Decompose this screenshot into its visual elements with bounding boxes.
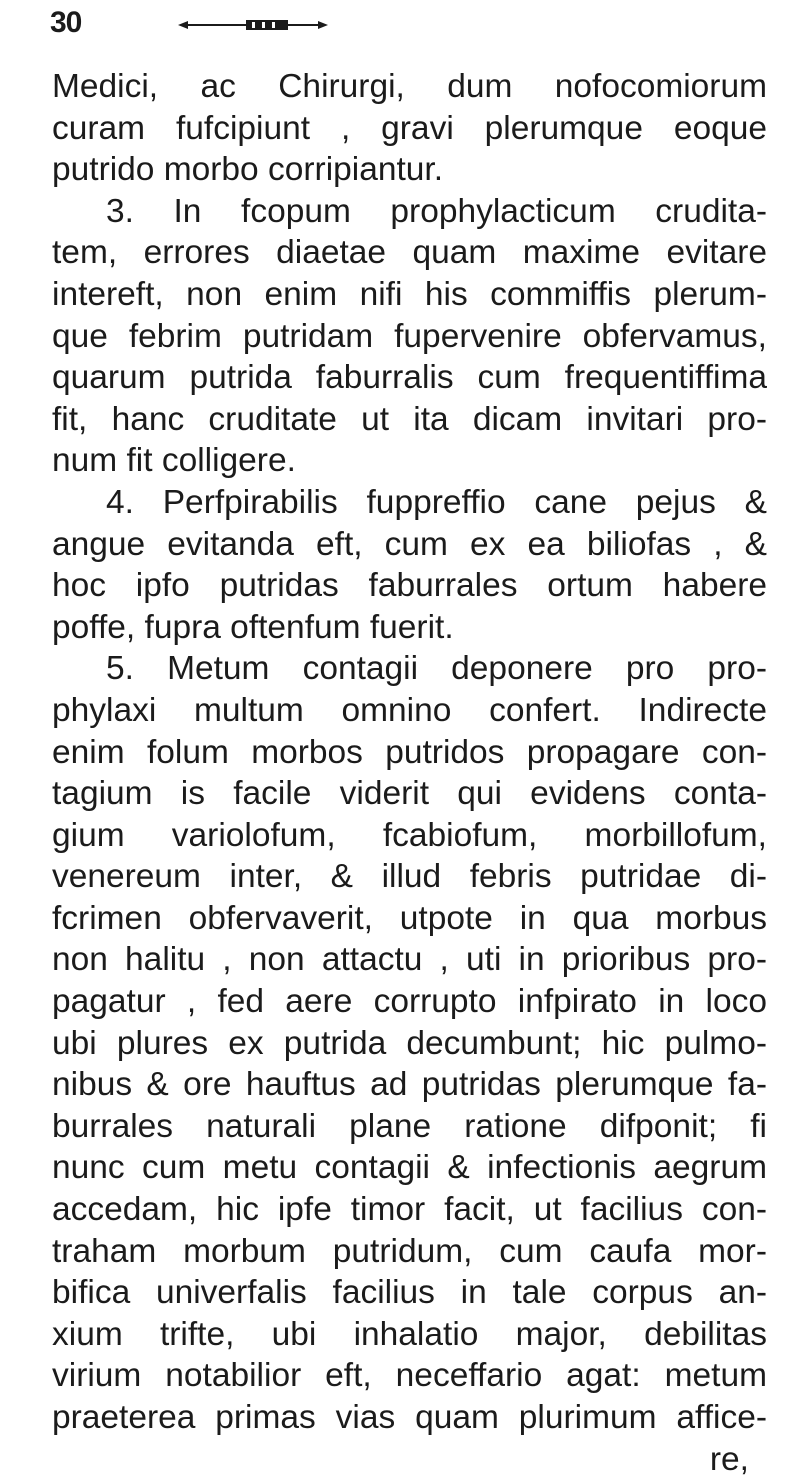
- text-line: xium trifte, ubi inhalatio major, debilitas: [52, 1315, 767, 1353]
- text-line: curam fufcipiunt , gravi plerumque eoque: [52, 109, 767, 147]
- text-line: fit, hanc cruditate ut ita dicam invitari pro-: [52, 400, 767, 438]
- text-line: non halitu , non attactu , uti in prioribus pro-: [52, 941, 767, 979]
- text-line: tagium is facile viderit qui evidens conta-: [52, 775, 767, 813]
- text-line: pagatur , fed aere corrupto infpirato in loco: [52, 983, 767, 1021]
- text-line: ubi plures ex putrida decumbunt; hic pulmo-: [52, 1024, 767, 1062]
- text-line: poffe, fupra oftenfum fuerit.: [52, 608, 454, 646]
- text-line: 5. Metum contagii deponere pro pro-: [106, 650, 767, 688]
- text-line: num fit colligere.: [52, 442, 296, 480]
- page-number: 30: [50, 6, 82, 39]
- text-line: enim folum morbos putridos propagare con-: [52, 733, 767, 771]
- printer-ornament-icon: [178, 18, 378, 32]
- text-line: fcrimen obfervaverit, utpote in qua morbus: [52, 899, 767, 937]
- text-line: putrido morbo corripiantur.: [52, 151, 444, 189]
- text-line: phylaxi multum omnino confert. Indirecte: [52, 691, 767, 729]
- text-line: nibus & ore hauftus ad putridas plerumque fa-: [52, 1066, 767, 1104]
- text-line: intereft, non enim nifi his commiffis plerum-: [52, 275, 767, 313]
- text-line: traham morbum putridum, cum caufa mor-: [52, 1232, 767, 1270]
- text-line: praeterea primas vias quam plurimum affice-: [52, 1399, 767, 1436]
- text-line: burrales naturali plane ratione difponit; fi: [52, 1107, 767, 1145]
- text-line: virium notabilior eft, neceffario agat: metum: [52, 1357, 767, 1395]
- text-line: gium variolofum, fcabiofum, morbillofum,: [52, 816, 767, 854]
- text-line: venereum inter, & illud febris putridae di-: [52, 858, 767, 896]
- text-line: bifica univerfalis facilius in tale corpus an-: [52, 1274, 767, 1312]
- text-line: quarum putrida faburralis cum frequentiffima: [52, 359, 767, 397]
- text-line: accedam, hic ipfe timor facit, ut facilius con-: [52, 1191, 767, 1229]
- catchword-line: re,: [709, 1440, 749, 1478]
- text-line: nunc cum metu contagii & infectionis aegrum: [52, 1149, 767, 1187]
- text-line: 4. Perfpirabilis fuppreffio cane pejus &: [106, 483, 767, 521]
- text-line: 3. In fcopum prophylacticum crudita-: [106, 192, 767, 230]
- text-line: angue evitanda eft, cum ex ea biliofas , &: [52, 525, 767, 563]
- body-text: [52, 66, 767, 1480]
- text-line: que febrim putridam fupervenire obfervamus,: [52, 317, 767, 355]
- text-line: Medici, ac Chirurgi, dum nofocomiorum: [52, 68, 767, 105]
- text-line: tem, errores diaetae quam maxime evitare: [52, 234, 767, 272]
- text-line: hoc ipfo putridas faburrales ortum habere: [52, 567, 767, 605]
